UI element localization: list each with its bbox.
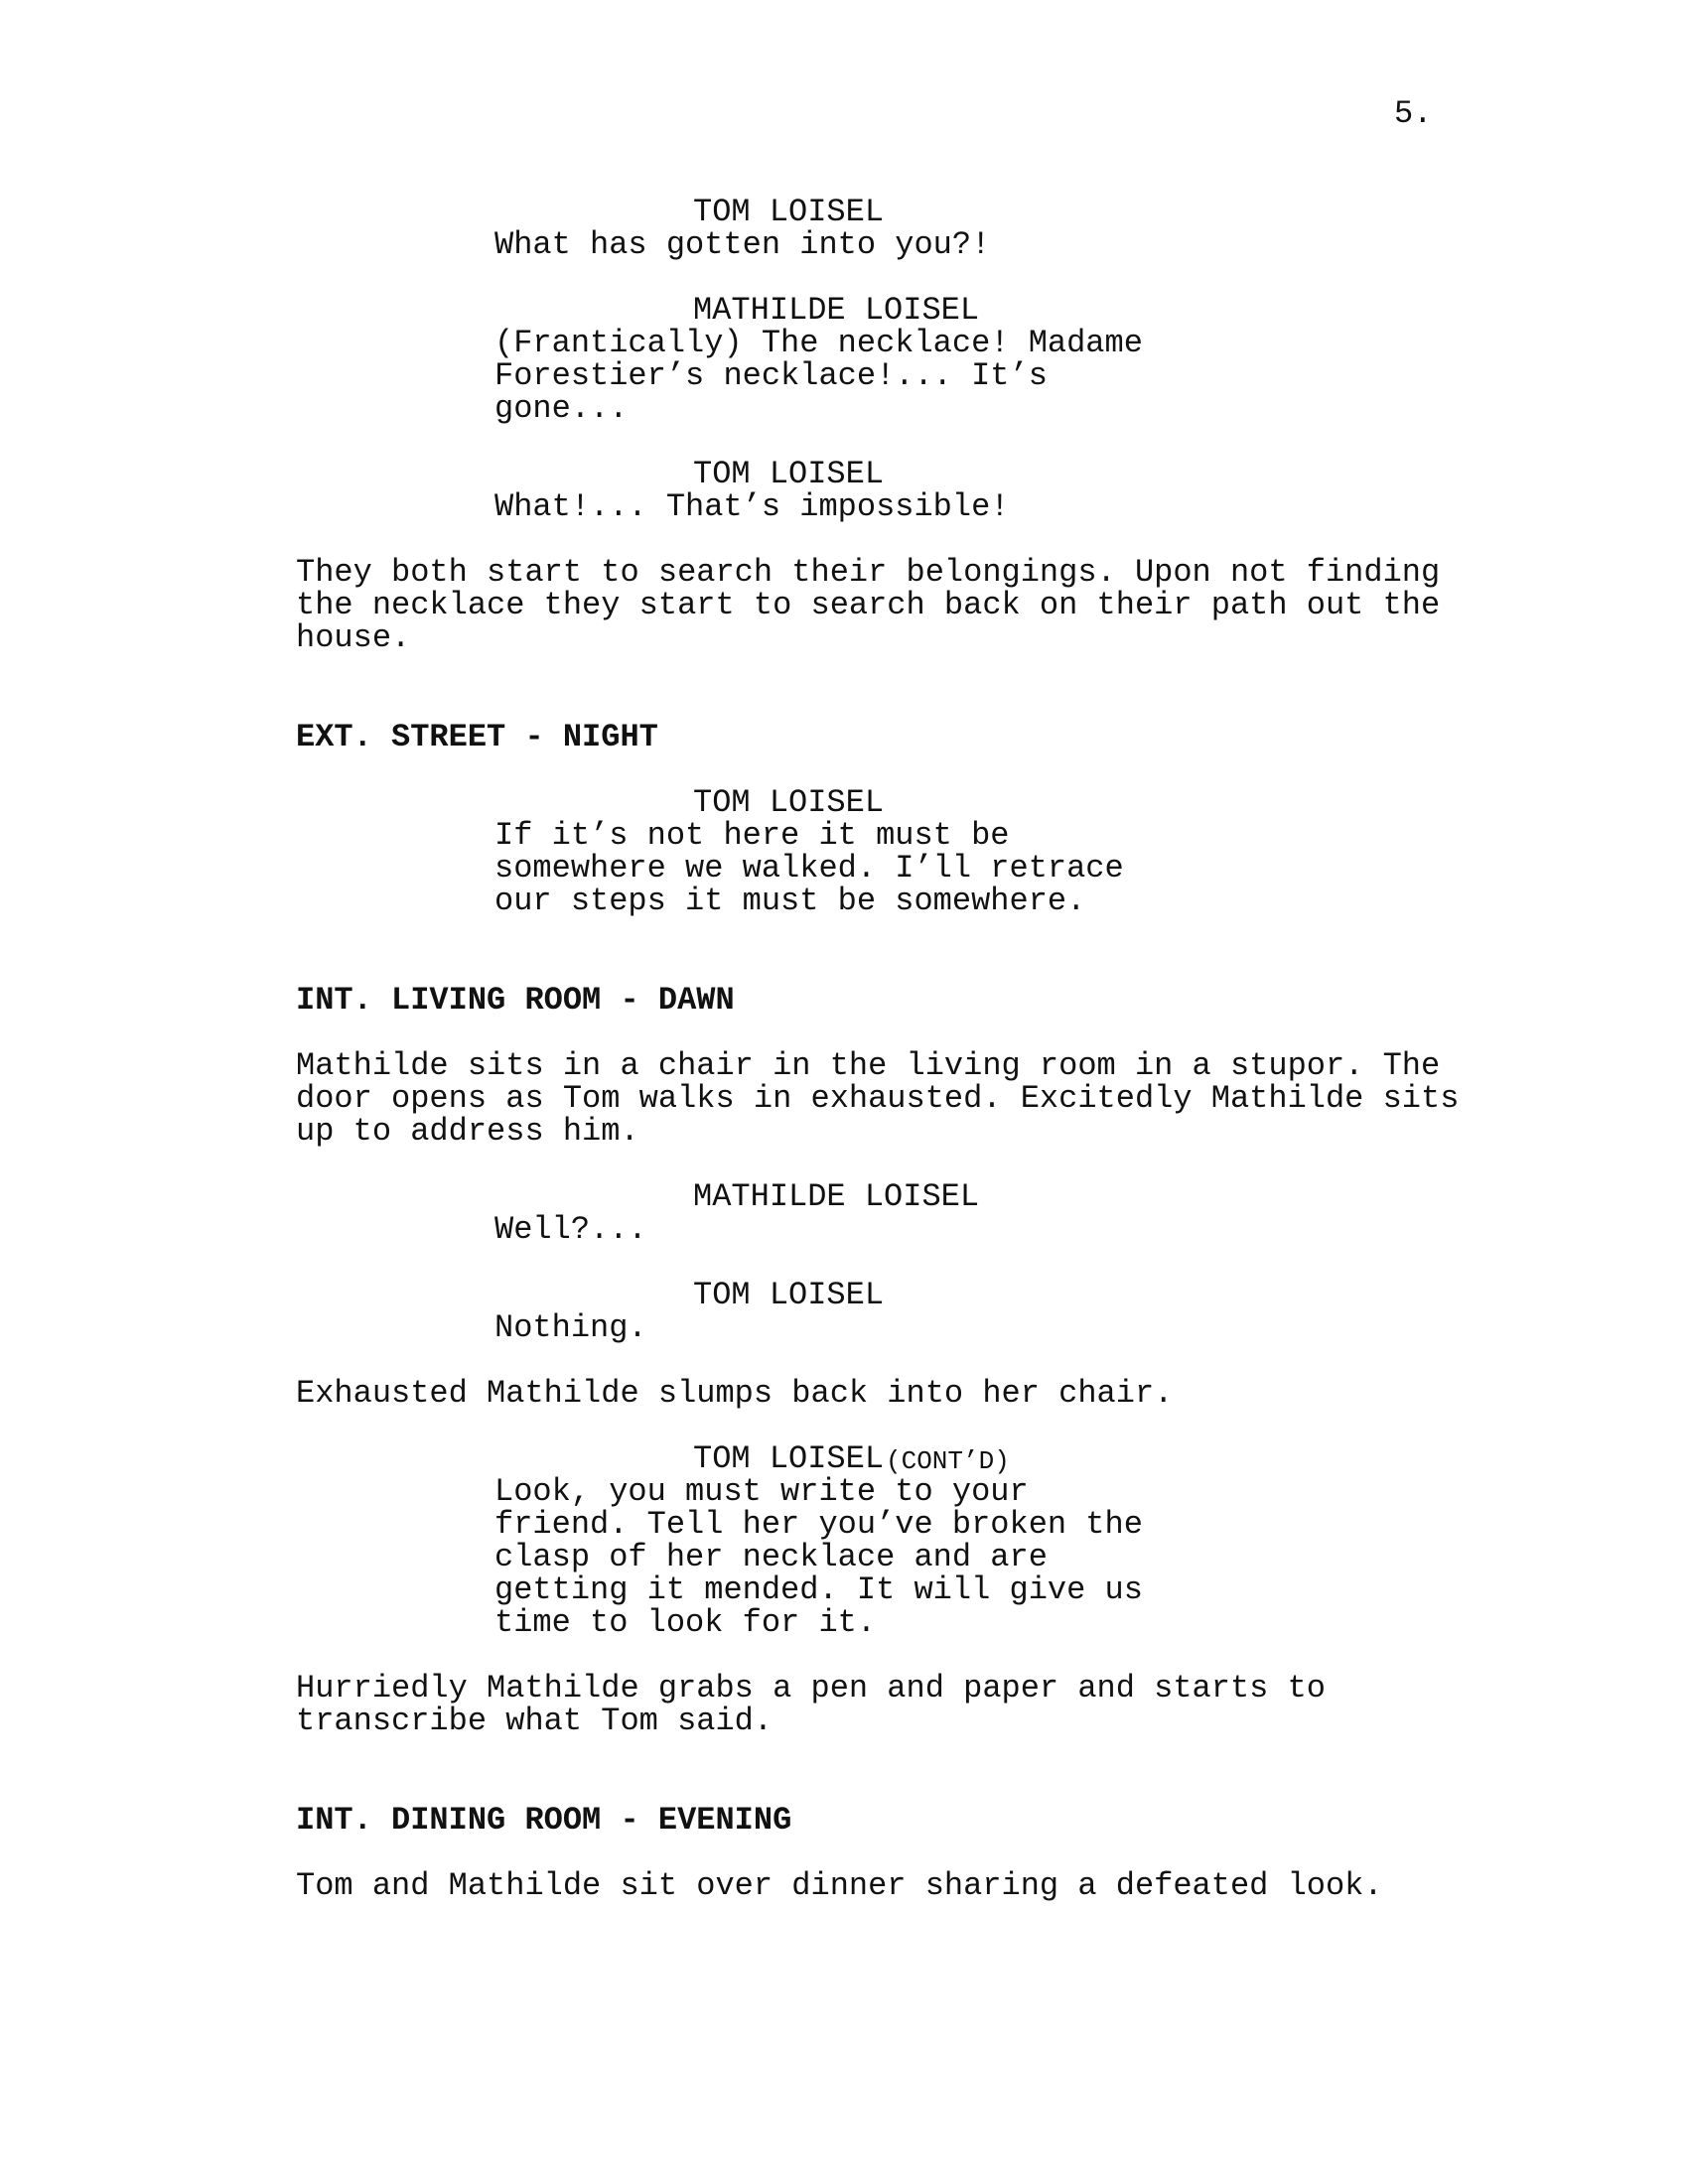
character-name: TOM LOISEL — [693, 784, 885, 821]
action-text: Mathilde sits in a chair in the living room in a stupor. The door opens as Tom walks in exhausted. Excitedly Mathilde sits up to address him. — [296, 1047, 1460, 1150]
character-name: MATHILDE LOISEL — [693, 292, 980, 329]
action-text: Hurriedly Mathilde grabs a pen and paper and starts to transcribe what Tom said. — [296, 1670, 1326, 1739]
scene-heading: INT. DINING ROOM - EVENING — [296, 1802, 792, 1839]
character-extension: (CONT’D) — [886, 1446, 1010, 1476]
character-name: TOM LOISEL — [693, 456, 885, 492]
character-name: TOM LOISEL — [693, 194, 885, 230]
action-text: Tom and Mathilde sit over dinner sharing a defeated look. — [296, 1867, 1383, 1904]
dialogue: What has gotten into you?! — [494, 226, 991, 263]
action-text: They both start to search their belongings. Upon not finding the necklace they start to search back on their path out the house. — [296, 554, 1441, 656]
dialogue: Look, you must write to your friend. Tell her you’ve broken the clasp of her necklace and are getting it mended. It will give us time to look for it. — [494, 1473, 1143, 1641]
action-text: Exhausted Mathilde slumps back into her chair. — [296, 1375, 1174, 1412]
scene-heading: EXT. STREET - NIGHT — [296, 719, 658, 755]
scene-heading: INT. LIVING ROOM - DAWN — [296, 982, 735, 1019]
dialogue: What!... That’s impossible! — [494, 488, 1010, 525]
character-name: MATHILDE LOISEL — [693, 1178, 980, 1215]
dialogue: Nothing. — [494, 1309, 647, 1346]
dialogue: Well?... — [494, 1211, 647, 1248]
dialogue: If it’s not here it must be somewhere we walked. I’ll retrace our steps it must be somewhere. — [494, 817, 1124, 919]
character-name: TOM LOISEL — [693, 1277, 885, 1313]
character-name: TOM LOISEL — [693, 1440, 885, 1477]
page-number: 5. — [1394, 95, 1433, 132]
dialogue: (Frantically) The necklace! Madame Forestier’s necklace!... It’s gone... — [494, 325, 1143, 427]
